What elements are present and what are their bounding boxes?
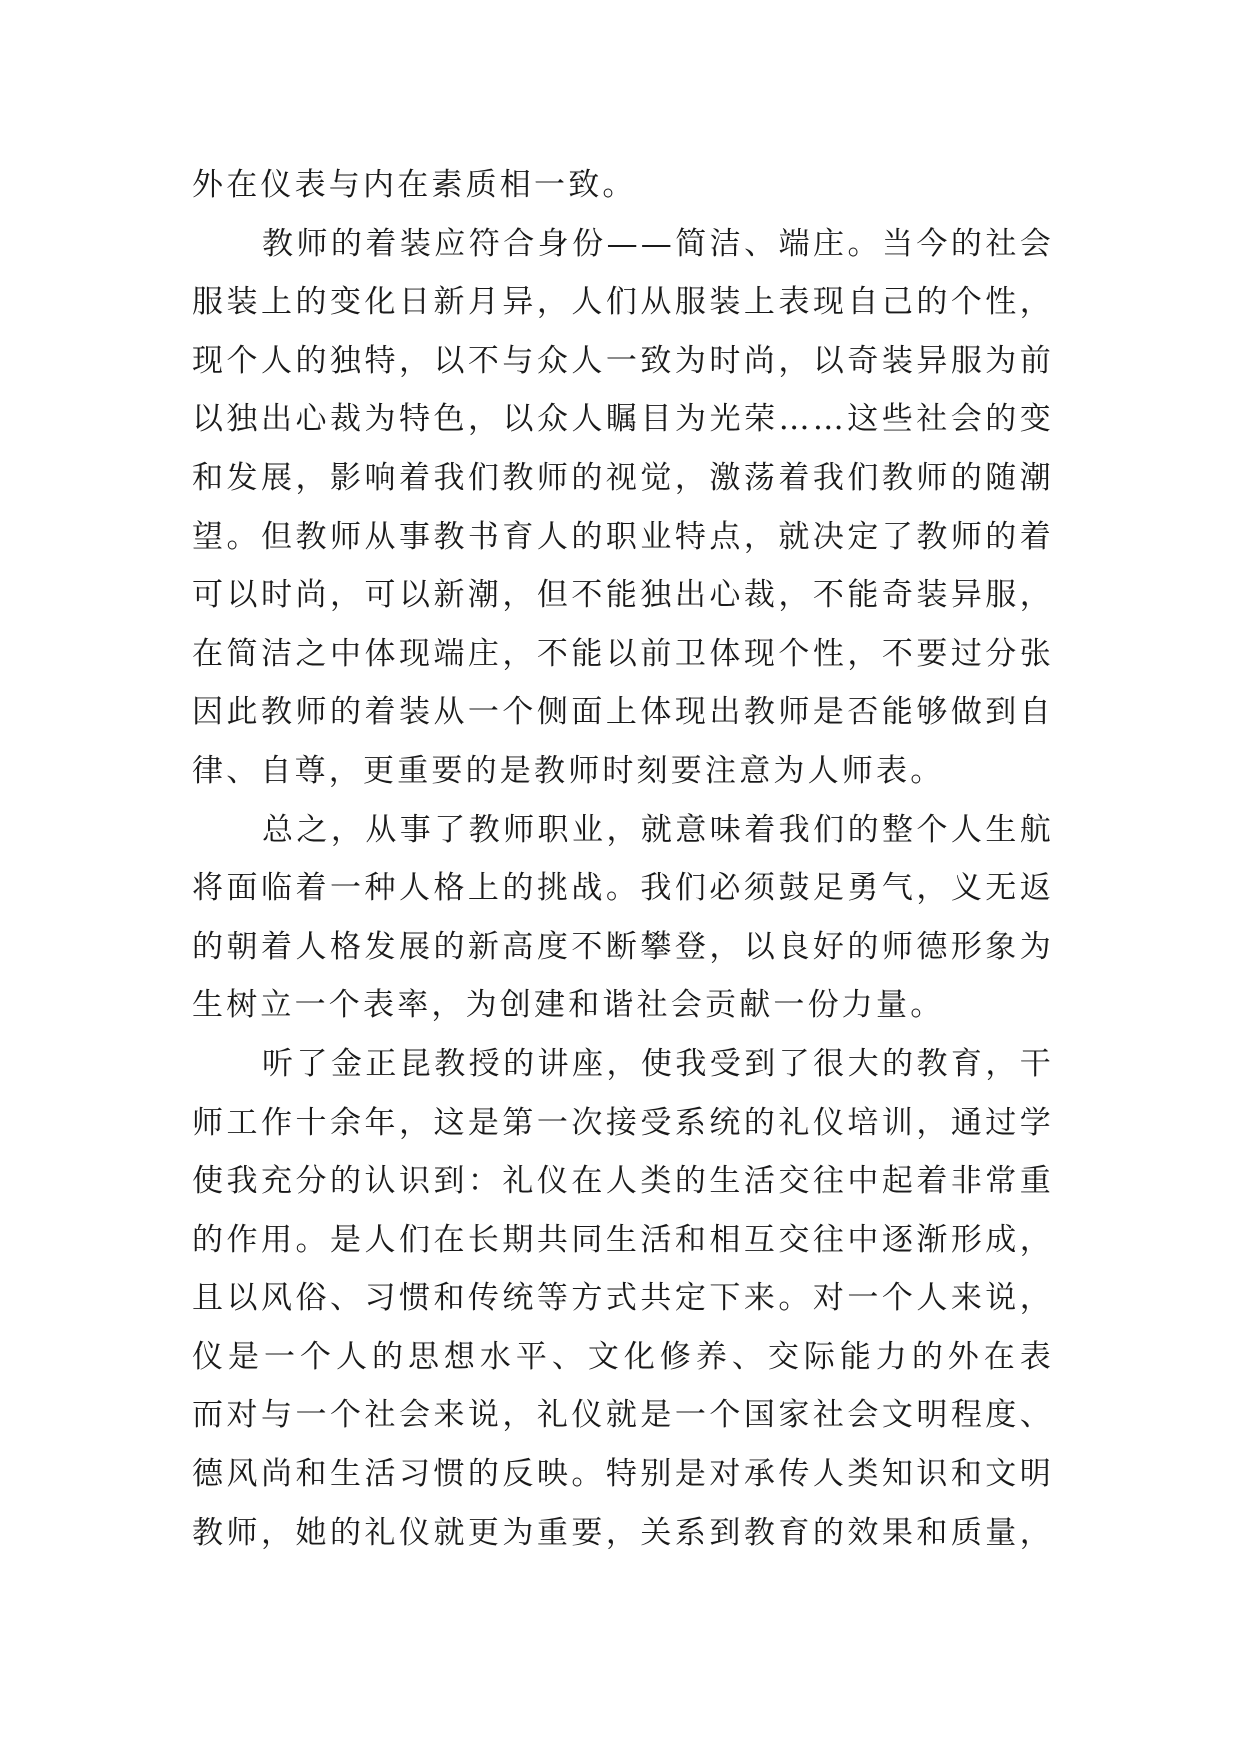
body-text <box>192 156 1054 1562</box>
text-line: 总之，从事了教师职业，就意味着我们的整个人生航 <box>262 811 1054 848</box>
text-line: 以独出心裁为特色，以众人瞩目为光荣……这些社会的变 <box>192 401 1054 438</box>
text-line: 师工作十余年，这是第一次接受系统的礼仪培训，通过学 <box>192 1104 1054 1141</box>
text-line: 在简洁之中体现端庄，不能以前卫体现个性，不要过分张 <box>192 635 1054 672</box>
text-line: 的朝着人格发展的新高度不断攀登，以良好的师德形象为 <box>192 928 1054 965</box>
text-line: 服装上的变化日新月异，人们从服装上表现自己的个性， <box>192 284 1054 321</box>
text-line: 现个人的独特，以不与众人一致为时尚，以奇装异服为前 <box>192 342 1054 379</box>
text-line: 听了金正昆教授的讲座，使我受到了很大的教育，干 <box>262 1045 1054 1082</box>
text-line: 因此教师的着装从一个侧面上体现出教师是否能够做到自 <box>192 694 1054 731</box>
text-line: 教师的着装应符合身份——简洁、端庄。当今的社会 <box>262 225 1054 262</box>
text-line: 教师，她的礼仪就更为重要，关系到教育的效果和质量， <box>192 1514 1054 1551</box>
text-line: 外在仪表与内在素质相一致。 <box>192 167 637 203</box>
text-line: 德风尚和生活习惯的反映。特别是对承传人类知识和文明 <box>192 1456 1054 1493</box>
text-line: 律、自尊，更重要的是教师时刻要注意为人师表。 <box>192 752 945 789</box>
text-line: 望。但教师从事教书育人的职业特点，就决定了教师的着 <box>192 518 1054 555</box>
text-line: 和发展，影响着我们教师的视觉，激荡着我们教师的随潮 <box>192 459 1054 496</box>
text-line: 使我充分的认识到：礼仪在人类的生活交往中起着非常重 <box>192 1163 1054 1200</box>
text-line: 而对与一个社会来说，礼仪就是一个国家社会文明程度、 <box>192 1397 1054 1434</box>
text-line: 可以时尚，可以新潮，但不能独出心裁，不能奇装异服， <box>192 577 1054 614</box>
text-line: 的作用。是人们在长期共同生活和相互交往中逐渐形成， <box>192 1221 1054 1258</box>
text-line: 仪是一个人的思想水平、文化修养、交际能力的外在表 <box>192 1338 1054 1375</box>
text-line: 且以风俗、习惯和传统等方式共定下来。对一个人来说， <box>192 1280 1054 1317</box>
text-line: 将面临着一种人格上的挑战。我们必须鼓足勇气，义无返 <box>192 870 1054 907</box>
text-line: 生树立一个表率，为创建和谐社会贡献一份力量。 <box>192 987 945 1024</box>
